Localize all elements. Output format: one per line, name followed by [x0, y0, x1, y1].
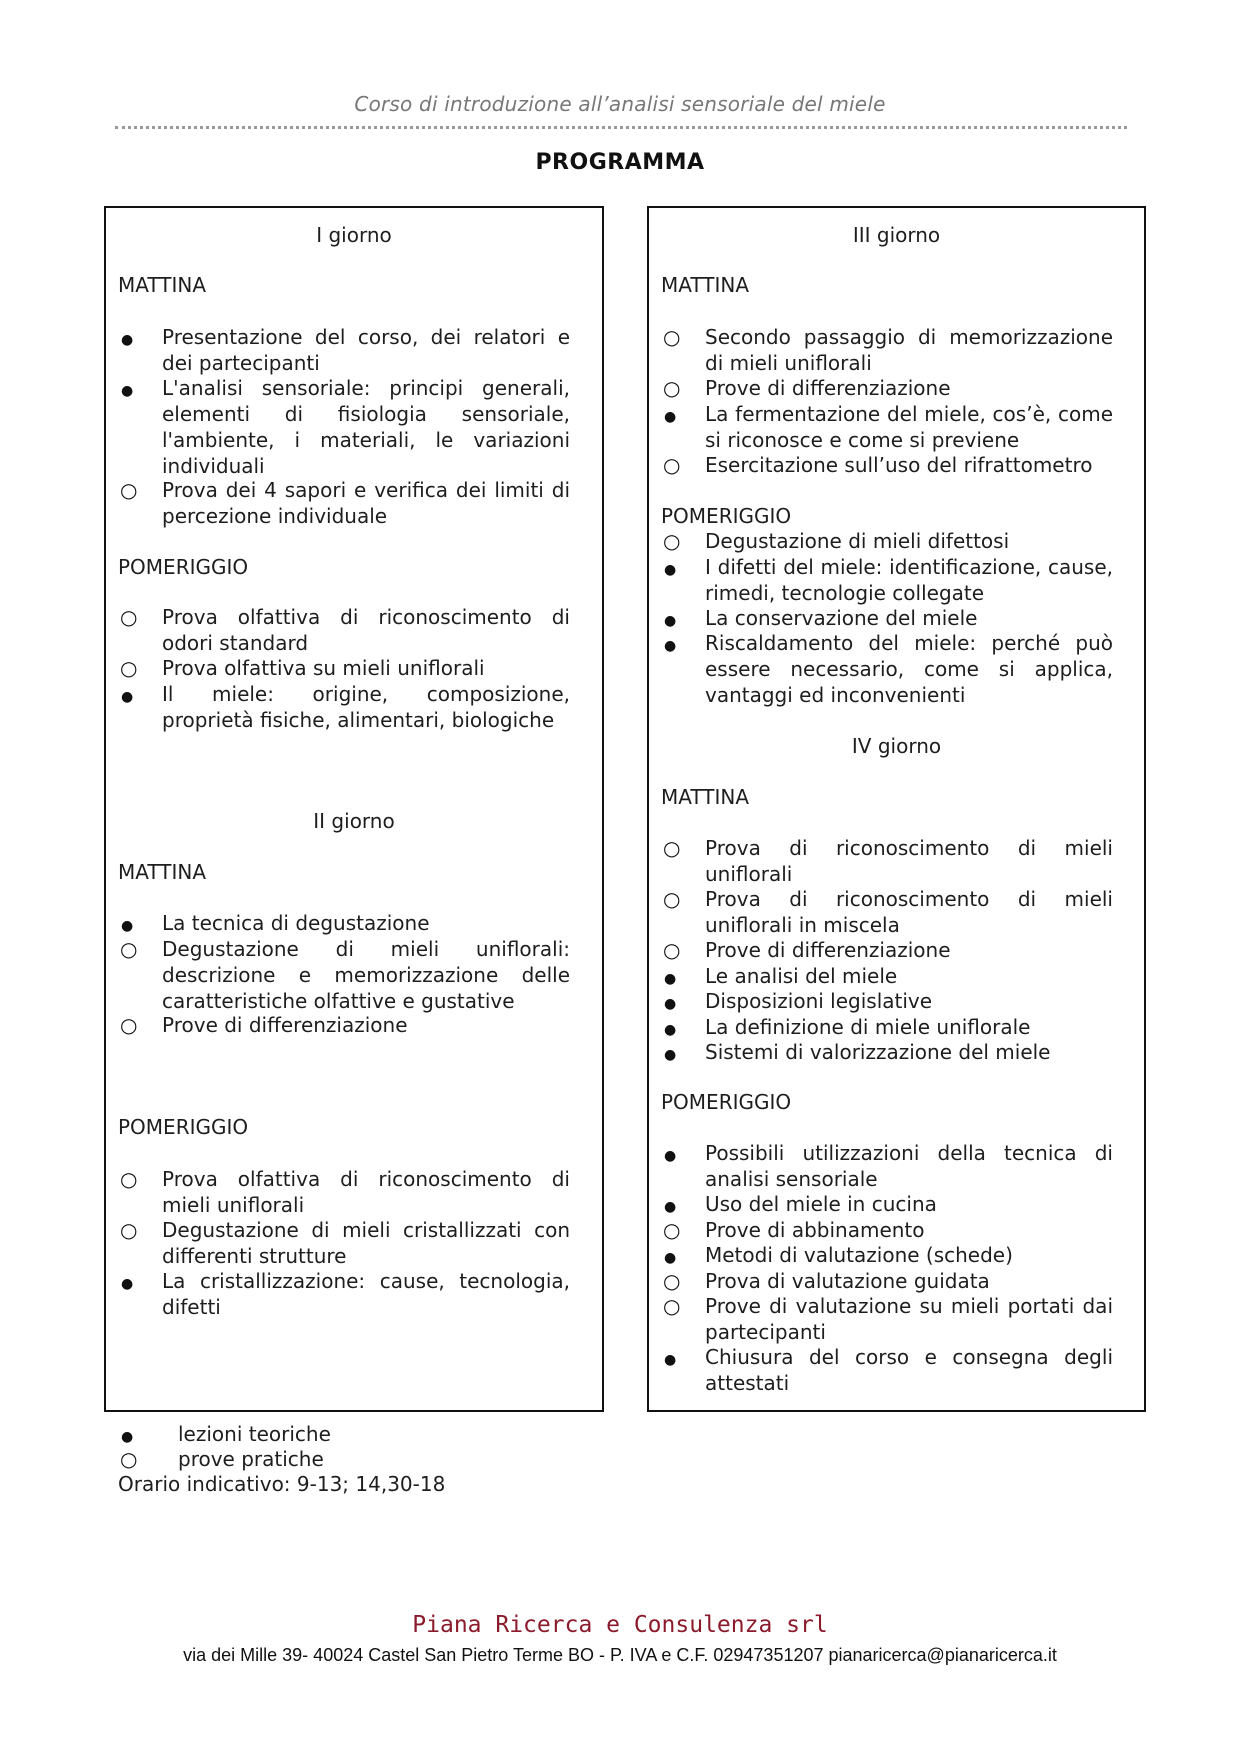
day3-morning-item: Esercitazione sull’uso del rifrattometro — [705, 452, 1093, 477]
day2-title: II giorno — [313, 809, 395, 833]
filled-bullet-icon — [121, 681, 133, 710]
day2-morning-item: La tecnica di degustazione — [162, 911, 430, 935]
day4-afternoon-item: Uso del miele in cucina — [705, 1192, 937, 1216]
filled-bullet-icon — [664, 554, 676, 583]
legend-theory-label: lezioni teoriche — [178, 1422, 331, 1446]
day2-afternoon-item: Prova olfattiva di riconoscimento di mieli uniflorali — [162, 1167, 570, 1217]
filled-bullet-icon — [664, 1039, 676, 1068]
footer-address: via dei Mille 39- 40024 Castel San Pietro Terme BO - P. IVA e C.F. 02947351207 pianaricerca@pianaricerca.it — [183, 1645, 1057, 1665]
day4-title: IV giorno — [851, 734, 942, 758]
filled-bullet-icon — [121, 375, 133, 404]
day1-title: I giorno — [316, 223, 392, 247]
day3-afternoon-label: POMERIGGIO — [661, 504, 792, 528]
header-rule — [115, 126, 1127, 129]
legend-practice-label: prove pratiche — [178, 1447, 324, 1471]
open-bullet-icon — [663, 937, 680, 963]
open-bullet-icon — [120, 1446, 137, 1472]
header-title: Corso di introduzione all’analisi sensoriale del miele — [354, 92, 886, 116]
day3-afternoon-item: Degustazione di mieli difettosi — [705, 529, 1010, 553]
schedule-hours: Orario indicativo: 9-13; 14,30-18 — [118, 1472, 446, 1496]
day4-morning-item: La definizione di miele uniflorale — [705, 1014, 1031, 1039]
day4-morning-item: Le analisi del miele — [705, 963, 898, 988]
day2-afternoon-label: POMERIGGIO — [118, 1115, 249, 1139]
day4-morning-item: Disposizioni legislative — [705, 989, 933, 1013]
day4-morning-item: Sistemi di valorizzazione del miele — [705, 1040, 1051, 1064]
open-bullet-icon — [663, 324, 680, 350]
day3-afternoon-item: I difetti del miele: identificazione, cause, rimedi, tecnologie collegate — [705, 554, 1113, 605]
filled-bullet-icon — [664, 1344, 676, 1373]
day4-afternoon-item: Prove di valutazione su mieli portati dai partecipanti — [705, 1294, 1113, 1344]
day3-morning-item: La fermentazione del miele, cos’è, come si riconosce e come si previene — [705, 401, 1113, 452]
day1-afternoon-label: POMERIGGIO — [118, 555, 249, 579]
day2-morning-item: Degustazione di mieli uniflorali: descrizione e memorizzazione delle caratteristiche olfattive e gustative — [162, 936, 570, 1013]
filled-bullet-icon — [664, 401, 676, 430]
open-bullet-icon — [120, 477, 137, 503]
day4-afternoon-item: Prova di valutazione guidata — [705, 1268, 990, 1293]
filled-bullet-icon — [121, 1268, 133, 1297]
filled-bullet-icon — [121, 324, 133, 353]
open-bullet-icon — [120, 1166, 137, 1192]
open-bullet-icon — [120, 604, 137, 630]
open-bullet-icon — [663, 886, 680, 912]
day2-afternoon-item: Degustazione di mieli cristallizzati con differenti strutture — [162, 1218, 570, 1268]
day3-afternoon-item: La conservazione del miele — [705, 605, 978, 630]
day1-morning-item: Presentazione del corso, dei relatori e dei partecipanti — [162, 325, 570, 375]
day3-morning-item: Prove di differenziazione — [705, 376, 951, 400]
day4-morning-item: Prova di riconoscimento di mieli uniflorali — [705, 836, 1113, 886]
open-bullet-icon — [120, 1012, 137, 1038]
footer-company: Piana Ricerca e Consulenza srl — [412, 1612, 828, 1638]
day1-afternoon-item: Il miele: origine, composizione, proprietà fisiche, alimentari, biologiche — [162, 681, 570, 732]
day2-morning-item: Prove di differenziazione — [162, 1013, 408, 1037]
open-bullet-icon — [120, 1217, 137, 1243]
day1-morning-item: L'analisi sensoriale: principi generali, elementi di fisiologia sensoriale, l'ambiente, i materiali, le variazioni individuali — [162, 376, 570, 478]
open-bullet-icon — [663, 835, 680, 861]
open-bullet-icon — [663, 452, 680, 478]
day4-afternoon-label: POMERIGGIO — [661, 1090, 792, 1114]
day4-morning-item: Prova di riconoscimento di mieli uniflorali in miscela — [705, 887, 1113, 937]
day1-afternoon-item: Prova olfattiva di riconoscimento di odori standard — [162, 605, 570, 655]
filled-bullet-icon — [664, 1140, 676, 1169]
day3-title: III giorno — [852, 223, 941, 247]
filled-bullet-icon — [664, 630, 676, 659]
day4-afternoon-item: Possibili utilizzazioni della tecnica di analisi sensoriale — [705, 1141, 1113, 1191]
day4-afternoon-item: Metodi di valutazione (schede) — [705, 1243, 1013, 1267]
open-bullet-icon — [663, 375, 680, 401]
day4-afternoon-item: Prove di abbinamento — [705, 1217, 925, 1242]
day4-morning-label: MATTINA — [661, 785, 750, 809]
page-title: PROGRAMMA — [535, 150, 705, 175]
day3-morning-item: Secondo passaggio di memorizzazione di mieli uniflorali — [705, 325, 1113, 375]
day4-afternoon-item: Chiusura del corso e consegna degli attestati — [705, 1345, 1113, 1395]
day2-afternoon-item: La cristallizzazione: cause, tecnologia, difetti — [162, 1269, 570, 1319]
day4-morning-item: Prove di differenziazione — [705, 938, 951, 962]
day3-afternoon-item: Riscaldamento del miele: perché può essere necessario, come si applica, vantaggi ed inconvenienti — [705, 631, 1113, 707]
day2-morning-label: MATTINA — [118, 860, 207, 884]
open-bullet-icon — [120, 936, 137, 962]
day1-morning-item: Prova dei 4 sapori e verifica dei limiti di percezione individuale — [162, 478, 570, 528]
day1-morning-label: MATTINA — [118, 273, 207, 297]
open-bullet-icon — [663, 1293, 680, 1319]
open-bullet-icon — [663, 1217, 680, 1243]
day3-morning-label: MATTINA — [661, 273, 750, 297]
open-bullet-icon — [663, 528, 680, 554]
open-bullet-icon — [663, 1268, 680, 1294]
day1-afternoon-item: Prova olfattiva su mieli uniflorali — [162, 656, 485, 680]
open-bullet-icon — [120, 655, 137, 681]
